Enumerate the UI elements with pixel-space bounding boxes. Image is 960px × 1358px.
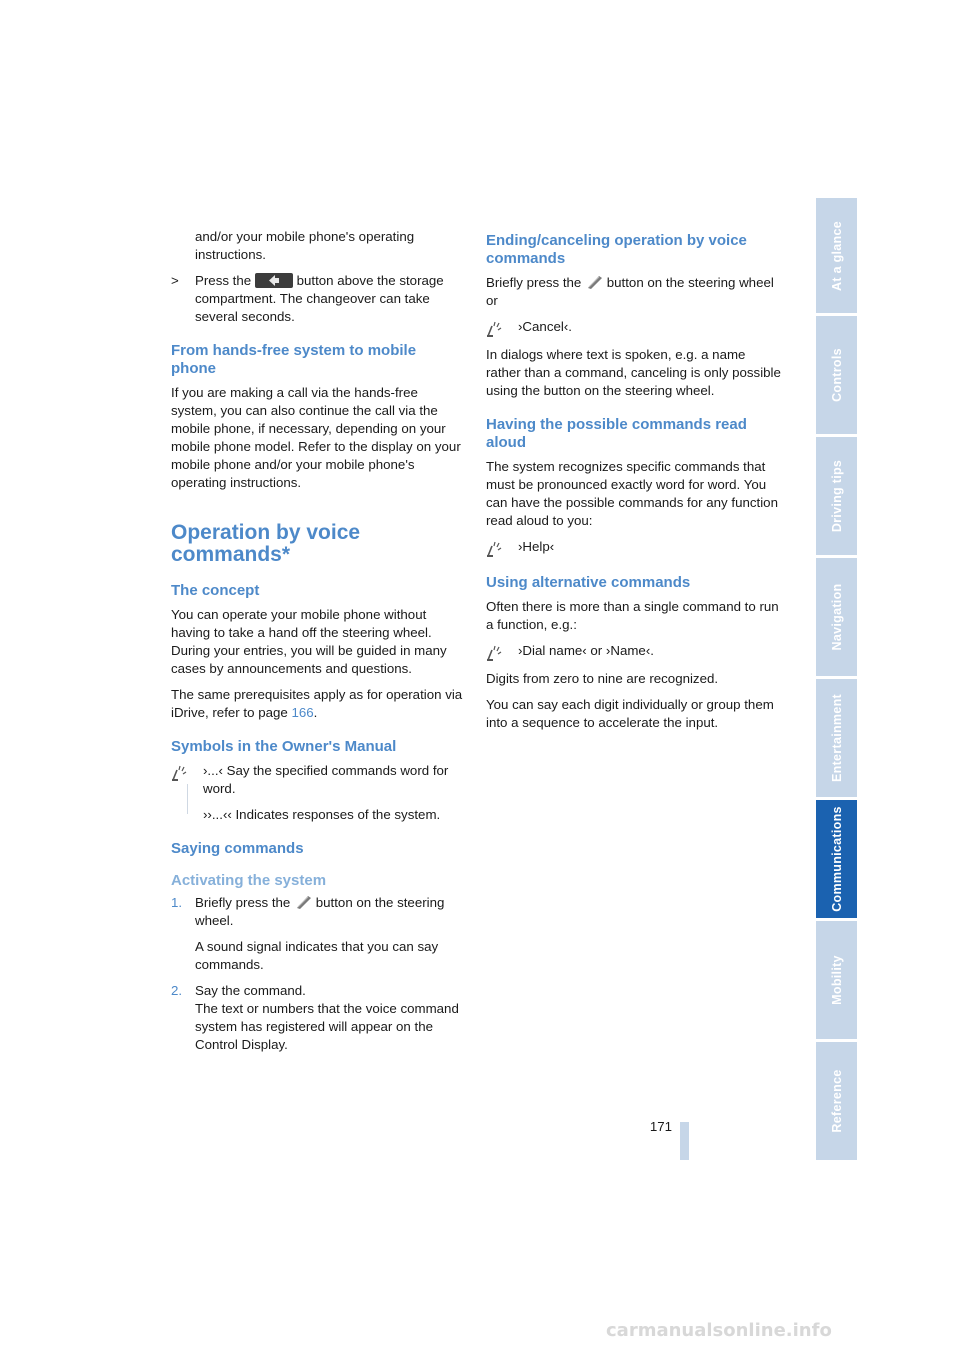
- paragraph-sequence: You can say each digit individually or group them into a sequence to accelerate the input.: [486, 697, 774, 730]
- step-2-text: Say the command.: [195, 983, 306, 998]
- concept-2-text: The same prerequisites apply as for operation via iDrive, refer to page: [171, 687, 463, 720]
- watermark-url: carmanualsonline.info: [606, 1320, 832, 1341]
- tab-entertainment[interactable]: [816, 679, 857, 797]
- paragraph-alternative: Often there is more than a single command to run a function, e.g.:: [486, 599, 779, 632]
- paragraph-operating-instructions: and/or your mobile phone's operating instructions.: [195, 229, 415, 262]
- symbol-say-command: ›...‹ Say the specified commands word for word.: [203, 763, 449, 796]
- paragraph-read-aloud: The system recognizes specific commands that must be pronounced exactly word for word. You can have the possible commands for any function read aloud to you:: [486, 459, 778, 528]
- heading-read-aloud: Having the possible commands read aloud: [486, 416, 747, 451]
- symbol-system-response: ››...‹‹ Indicates responses of the system.: [203, 807, 441, 822]
- heading-activating-system: Activating the system: [171, 872, 327, 889]
- bullet-text-before: Press the: [195, 273, 252, 288]
- heading-alternative-commands: Using alternative commands: [486, 574, 691, 591]
- bullet-press-button: [171, 272, 463, 326]
- steering-voice-button-icon: [294, 894, 312, 909]
- tab-label: Mobility: [829, 955, 844, 1005]
- tab-label: Driving tips: [829, 459, 844, 533]
- bullet-text-after: button above the storage compartment. The changeover can take several seconds.: [195, 273, 444, 324]
- heading-concept: The concept: [171, 582, 260, 599]
- concept-2-period: .: [313, 705, 318, 720]
- right-column: [486, 228, 782, 740]
- heading-operation-by-voice: Operation by voice commands*: [171, 521, 361, 566]
- tab-label: At a glance: [829, 220, 844, 291]
- tab-navigation[interactable]: [816, 558, 857, 676]
- tab-label: Entertainment: [829, 694, 844, 782]
- tab-label: Reference: [829, 1069, 844, 1133]
- tab-label: Controls: [829, 348, 844, 402]
- paragraph-concept-2: [171, 686, 463, 722]
- voice-command-icon: [486, 540, 502, 558]
- voice-command-icon: [171, 764, 187, 782]
- page-number-bar: [680, 1122, 689, 1160]
- left-column: [171, 228, 463, 1062]
- heading-ending-canceling: Ending/canceling operation by voice commands: [486, 232, 747, 267]
- chapter-tabs: [816, 198, 857, 1163]
- command-help: [486, 538, 782, 558]
- step-1-note: A sound signal indicates that you can say commands.: [195, 939, 439, 972]
- tab-at-a-glance[interactable]: [816, 198, 857, 313]
- command-help-text: ›Help‹: [518, 539, 555, 554]
- command-cancel-text: ›Cancel‹.: [518, 319, 572, 334]
- page-link-166[interactable]: 166: [291, 705, 314, 720]
- step-1-number: 1.: [171, 895, 183, 910]
- ending-text-after: button on the steering wheel or: [486, 275, 774, 308]
- phone-button-icon: [255, 273, 293, 288]
- paragraph-digits: Digits from zero to nine are recognized.: [486, 671, 719, 686]
- tab-communications[interactable]: [816, 800, 857, 918]
- steering-voice-button-icon: [585, 274, 603, 289]
- bullet-mark: >: [171, 273, 179, 288]
- step-2-detail: The text or numbers that the voice command system has registered will appear on the Control Display.: [195, 1001, 459, 1052]
- command-dial-name: [486, 642, 782, 662]
- paragraph-concept-1: You can operate your mobile phone without having to take a hand off the steering wheel. During your entries, you will be guided in many cases by announcements and questions.: [171, 607, 447, 676]
- step-1-text-after: button on the steering wheel.: [195, 895, 445, 928]
- tab-label: Communications: [829, 806, 844, 912]
- step-1: [171, 894, 463, 930]
- step-2: [171, 982, 463, 1000]
- paragraph-handsfree: If you are making a call via the hands-free system, you can also continue the call via the mobile phone, if necessary, depending on your mobile phone model. Refer to the display on your mobile phone and/or your mobile phone's operating instructions.: [171, 385, 461, 490]
- paragraph-dialogs: In dialogs where text is spoken, e.g. a name rather than a command, canceling is only possible using the button on the steering wheel.: [486, 347, 781, 398]
- tab-driving-tips[interactable]: [816, 437, 857, 555]
- page-number: 171: [649, 1119, 672, 1134]
- heading-symbols: Symbols in the Owner's Manual: [171, 738, 397, 755]
- command-cancel: [486, 318, 782, 338]
- tab-mobility[interactable]: [816, 921, 857, 1039]
- tab-controls[interactable]: [816, 316, 857, 434]
- voice-command-icon: [486, 644, 502, 662]
- symbols-box: [171, 762, 463, 824]
- command-dial-name-text: ›Dial name‹ or ›Name‹.: [518, 643, 654, 658]
- symbols-divider: [187, 784, 188, 814]
- tab-reference[interactable]: [816, 1042, 857, 1160]
- voice-command-icon: [486, 320, 502, 338]
- paragraph-ending: [486, 274, 782, 310]
- heading-saying-commands: Saying commands: [171, 840, 304, 857]
- ending-text-before: Briefly press the: [486, 275, 582, 290]
- tab-label: Navigation: [829, 583, 844, 651]
- step-1-text-before: Briefly press the: [195, 895, 291, 910]
- step-2-number: 2.: [171, 983, 183, 998]
- heading-handsfree-to-mobile: From hands-free system to mobile phone: [171, 342, 417, 377]
